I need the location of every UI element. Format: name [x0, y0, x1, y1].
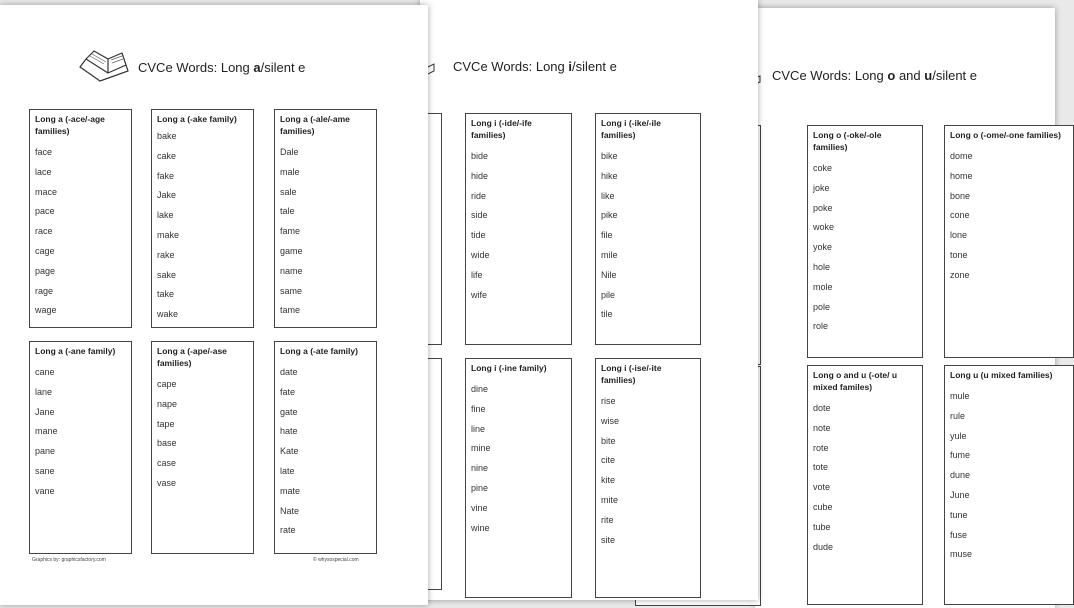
box-heading: Long o (-oke/-ole families) — [813, 130, 882, 152]
word-item: tote — [813, 462, 829, 473]
word-item: sake — [157, 269, 177, 280]
word-family-box — [151, 341, 254, 554]
word-item: tune — [950, 509, 968, 520]
word-item: bite — [601, 435, 616, 446]
word-list — [601, 392, 695, 550]
word-item: bide — [471, 151, 489, 161]
word-item: rote — [813, 442, 829, 453]
word-item: cane — [35, 367, 55, 377]
word-item: sale — [280, 186, 297, 197]
word-family-box — [29, 341, 132, 554]
box-heading: Long i (-ise/-ite families) — [601, 363, 662, 385]
word-item: role — [813, 321, 829, 332]
word-item: make — [157, 229, 180, 240]
word-family-box — [274, 341, 377, 554]
word-item: vane — [35, 485, 55, 496]
word-item: lane — [35, 386, 53, 397]
page-title: CVCe Words: Long o and u/silent e — [772, 68, 978, 83]
word-item: line — [471, 423, 486, 434]
word-list — [157, 375, 248, 494]
word-item: tape — [157, 418, 175, 429]
word-item: mole — [813, 281, 833, 292]
word-item: tale — [280, 206, 295, 217]
word-item: life — [471, 269, 483, 280]
word-item: rise — [601, 396, 616, 406]
word-item: game — [280, 245, 303, 256]
word-item: cage — [35, 245, 55, 256]
word-item: joke — [813, 182, 830, 193]
word-item: fame — [280, 226, 301, 237]
word-item: dote — [813, 403, 831, 413]
worksheet-long-i — [420, 0, 758, 600]
word-list — [35, 363, 126, 502]
word-item: hole — [813, 261, 831, 272]
box-heading: Long o (-ome/-one families) — [950, 130, 1061, 140]
worksheet-long-o-u — [755, 8, 1061, 608]
box-heading: Long a (-ake family) — [157, 114, 237, 124]
word-item: name — [280, 265, 303, 276]
word-item: hike — [601, 170, 618, 181]
word-item: tide — [471, 230, 486, 241]
box-heading: Long i (-ine family) — [471, 363, 547, 373]
word-item: Kate — [280, 446, 299, 457]
word-item: tile — [601, 309, 613, 320]
word-family-box — [807, 125, 923, 358]
word-item: tube — [813, 521, 831, 532]
word-item: site — [601, 534, 616, 545]
word-item: wife — [471, 289, 488, 300]
word-item: cube — [813, 501, 833, 512]
box-heading: Long a (-ate family) — [280, 346, 358, 356]
word-item: kite — [601, 475, 616, 486]
word-item: gate — [280, 406, 298, 417]
word-item: case — [157, 458, 177, 469]
word-item: yoke — [813, 242, 833, 253]
word-item: lake — [157, 210, 174, 221]
book-icon — [78, 47, 130, 83]
box-heading: Long a (-ace/-age families) — [35, 114, 105, 136]
page-title: CVCe Words: Long i/silent e — [453, 59, 617, 74]
box-heading: Long u (u mixed families) — [950, 370, 1053, 380]
word-item: pile — [601, 289, 616, 300]
word-item: sane — [35, 465, 55, 476]
word-item: fake — [157, 170, 175, 181]
word-item: base — [157, 438, 177, 449]
word-family-box — [944, 125, 1074, 358]
word-item: muse — [950, 549, 973, 560]
word-item: face — [35, 147, 53, 157]
word-item: Nate — [280, 505, 300, 516]
word-item: wine — [471, 522, 490, 533]
word-item: mate — [280, 485, 301, 496]
word-item: dine — [471, 384, 489, 394]
word-item: Jane — [35, 406, 55, 417]
word-family-box — [595, 113, 701, 345]
word-item: mine — [471, 443, 491, 454]
word-item: vase — [157, 477, 177, 488]
word-family-box — [465, 358, 572, 598]
word-item: tame — [280, 305, 301, 316]
word-item: file — [601, 230, 613, 241]
word-list — [950, 147, 1068, 286]
box-heading: Long a (-ale/-ame families) — [280, 114, 350, 136]
worksheet-long-a — [0, 5, 428, 605]
word-list — [280, 143, 371, 321]
word-list — [280, 363, 371, 541]
word-item: home — [950, 170, 973, 181]
word-item: same — [280, 285, 303, 296]
word-item: dune — [950, 470, 971, 481]
word-item: rule — [950, 410, 966, 421]
word-item: bake — [157, 131, 177, 141]
word-item: coke — [813, 163, 833, 173]
word-item: Jake — [157, 190, 177, 201]
word-family-box — [465, 113, 572, 345]
word-list — [471, 380, 566, 538]
word-item: wide — [471, 249, 490, 260]
page-title: CVCe Words: Long a/silent e — [138, 60, 306, 75]
word-item: rate — [280, 525, 296, 536]
word-item: poke — [813, 202, 833, 213]
word-item: cite — [601, 455, 616, 466]
word-list — [813, 159, 917, 337]
word-item: pane — [35, 446, 56, 457]
word-item: vine — [471, 502, 488, 513]
word-list — [35, 143, 126, 321]
word-item: cone — [950, 210, 970, 221]
word-item: bone — [950, 190, 971, 201]
word-item: tone — [950, 249, 968, 260]
box-heading: Long a (-ape/-ase families) — [157, 346, 227, 368]
word-item: Dale — [280, 147, 299, 157]
box-heading: Long o and u (-ote/ u mixed familes) — [813, 370, 898, 392]
word-family-box — [151, 109, 254, 328]
word-item: woke — [813, 222, 835, 233]
word-item: Nile — [601, 269, 617, 280]
word-item: lone — [950, 230, 968, 241]
word-item: take — [157, 289, 175, 300]
word-item: ride — [471, 190, 487, 201]
word-item: dude — [813, 541, 834, 552]
word-item: date — [280, 367, 298, 377]
word-list — [813, 399, 917, 557]
word-item: mane — [35, 426, 58, 437]
word-item: mace — [35, 186, 58, 197]
word-family-box — [274, 109, 377, 328]
word-item: rage — [35, 285, 54, 296]
word-item: hate — [280, 426, 298, 437]
word-family-box — [944, 365, 1074, 605]
word-item: rake — [157, 249, 175, 260]
word-family-box — [807, 365, 923, 605]
word-item: race — [35, 226, 53, 237]
word-item: wake — [157, 309, 179, 320]
word-item: vote — [813, 482, 831, 493]
word-item: like — [601, 190, 615, 201]
word-item: nape — [157, 398, 178, 409]
word-family-box — [29, 109, 132, 328]
word-item: mile — [601, 249, 618, 260]
box-heading: Long i (-ide/-ife families) — [471, 118, 532, 140]
word-item: wise — [601, 415, 620, 426]
word-item: mule — [950, 391, 970, 401]
word-item: pace — [35, 206, 55, 217]
word-list — [950, 387, 1068, 565]
word-item: fuse — [950, 529, 968, 540]
word-item: male — [280, 166, 300, 177]
box-heading: Long a (-ane family) — [35, 346, 116, 356]
word-item: lace — [35, 166, 52, 177]
word-item: cake — [157, 150, 177, 161]
word-item: dome — [950, 151, 973, 161]
word-item: page — [35, 265, 56, 276]
word-item: wage — [35, 305, 57, 316]
word-item: pole — [813, 301, 831, 312]
box-heading: Long i (-ike/-ile families) — [601, 118, 661, 140]
word-item: rite — [601, 514, 614, 525]
word-item: yule — [950, 430, 967, 441]
word-item: mite — [601, 494, 619, 505]
word-item: bike — [601, 151, 618, 161]
word-item: hide — [471, 170, 489, 181]
word-item: June — [950, 489, 970, 500]
word-item: fume — [950, 450, 971, 461]
word-item: nine — [471, 463, 489, 474]
word-list — [157, 127, 248, 325]
footer-credit: Graphics by: graphicsfactory.com — [32, 557, 106, 563]
word-item: fate — [280, 386, 296, 397]
word-item: fine — [471, 403, 486, 414]
word-list — [471, 147, 566, 305]
word-item: late — [280, 465, 295, 476]
word-item: note — [813, 422, 831, 433]
word-item: pike — [601, 210, 618, 221]
word-item: cape — [157, 379, 177, 389]
word-item: side — [471, 210, 488, 221]
footer-copyright: © whysospecial.com — [313, 557, 359, 563]
word-item: pine — [471, 482, 489, 493]
word-item: zone — [950, 269, 970, 280]
word-list — [601, 147, 695, 325]
word-family-box — [595, 358, 701, 598]
